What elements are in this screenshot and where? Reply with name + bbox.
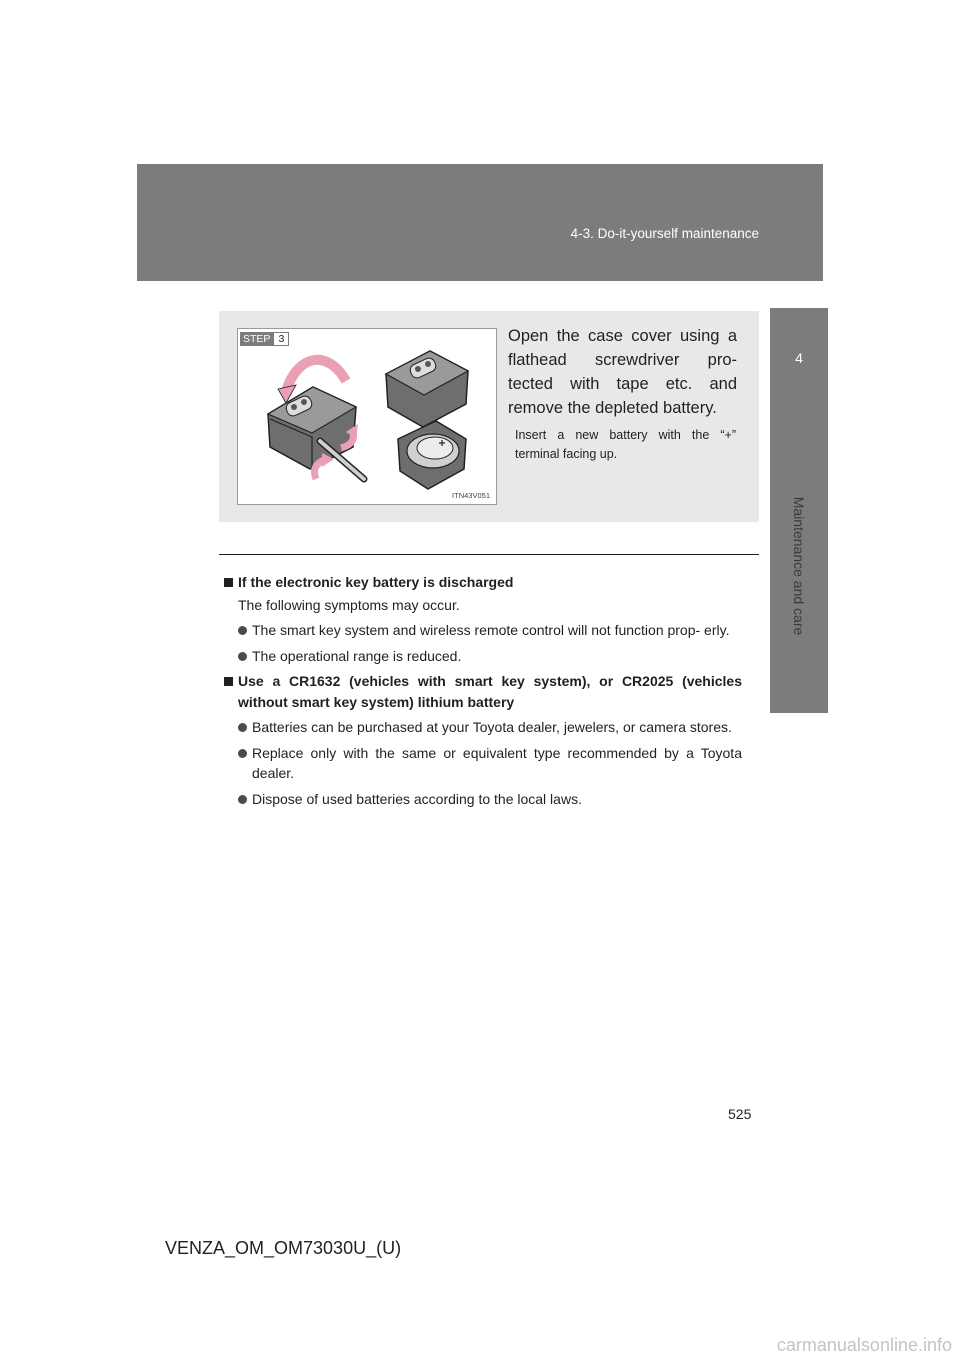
chapter-tab[interactable] — [770, 308, 828, 713]
step-illustration — [237, 328, 497, 505]
page-number: 525 — [728, 1106, 752, 1122]
list-item: Dispose of used batteries according to the local laws. — [224, 789, 742, 810]
divider-rule — [219, 554, 759, 555]
notes-section — [224, 572, 742, 809]
figure-code: ITN43V051 — [452, 491, 490, 500]
header-band — [137, 164, 823, 281]
section-heading: If the electronic key battery is discharged — [224, 572, 742, 593]
list-item: The smart key system and wireless remote control will not function prop- erly. — [224, 620, 742, 641]
step-instruction: Open the case cover using a flathead screwdriver pro- tected with tape etc. and remove the depleted battery. — [508, 327, 737, 417]
circle-bullet-icon — [238, 626, 247, 635]
circle-bullet-icon — [238, 749, 247, 758]
circle-bullet-icon — [238, 795, 247, 804]
document-code: VENZA_OM_OM73030U_(U) — [165, 1238, 402, 1258]
watermark-bar — [0, 1333, 960, 1358]
watermark-text[interactable]: carmanualsonline.info — [776, 1335, 952, 1355]
chapter-number: 4 — [795, 350, 803, 366]
list-item: Replace only with the same or equivalent type recommended by a Toyota dealer. — [224, 743, 742, 784]
circle-bullet-icon — [238, 652, 247, 661]
step-note: Insert a new battery with the “+” terminal facing up. — [515, 428, 736, 461]
section-intro: The following symptoms may occur. — [238, 596, 460, 613]
step-label-word: STEP — [240, 332, 273, 346]
step-label-number: 3 — [273, 332, 289, 346]
list-item: The operational range is reduced. — [224, 646, 742, 667]
chapter-label: Maintenance and care — [791, 496, 807, 636]
list-item: Batteries can be purchased at your Toyota dealer, jewelers, or camera stores. — [224, 717, 742, 738]
section-title: 4-3. Do-it-yourself maintenance — [570, 226, 759, 241]
step-panel — [219, 311, 759, 522]
circle-bullet-icon — [238, 723, 247, 732]
key-battery-illustration — [238, 329, 496, 504]
square-bullet-icon — [224, 677, 233, 686]
section-heading: Use a CR1632 (vehicles with smart key system), or CR2025 (vehicles without smart key system) lithium battery — [224, 671, 742, 712]
square-bullet-icon — [224, 578, 233, 587]
